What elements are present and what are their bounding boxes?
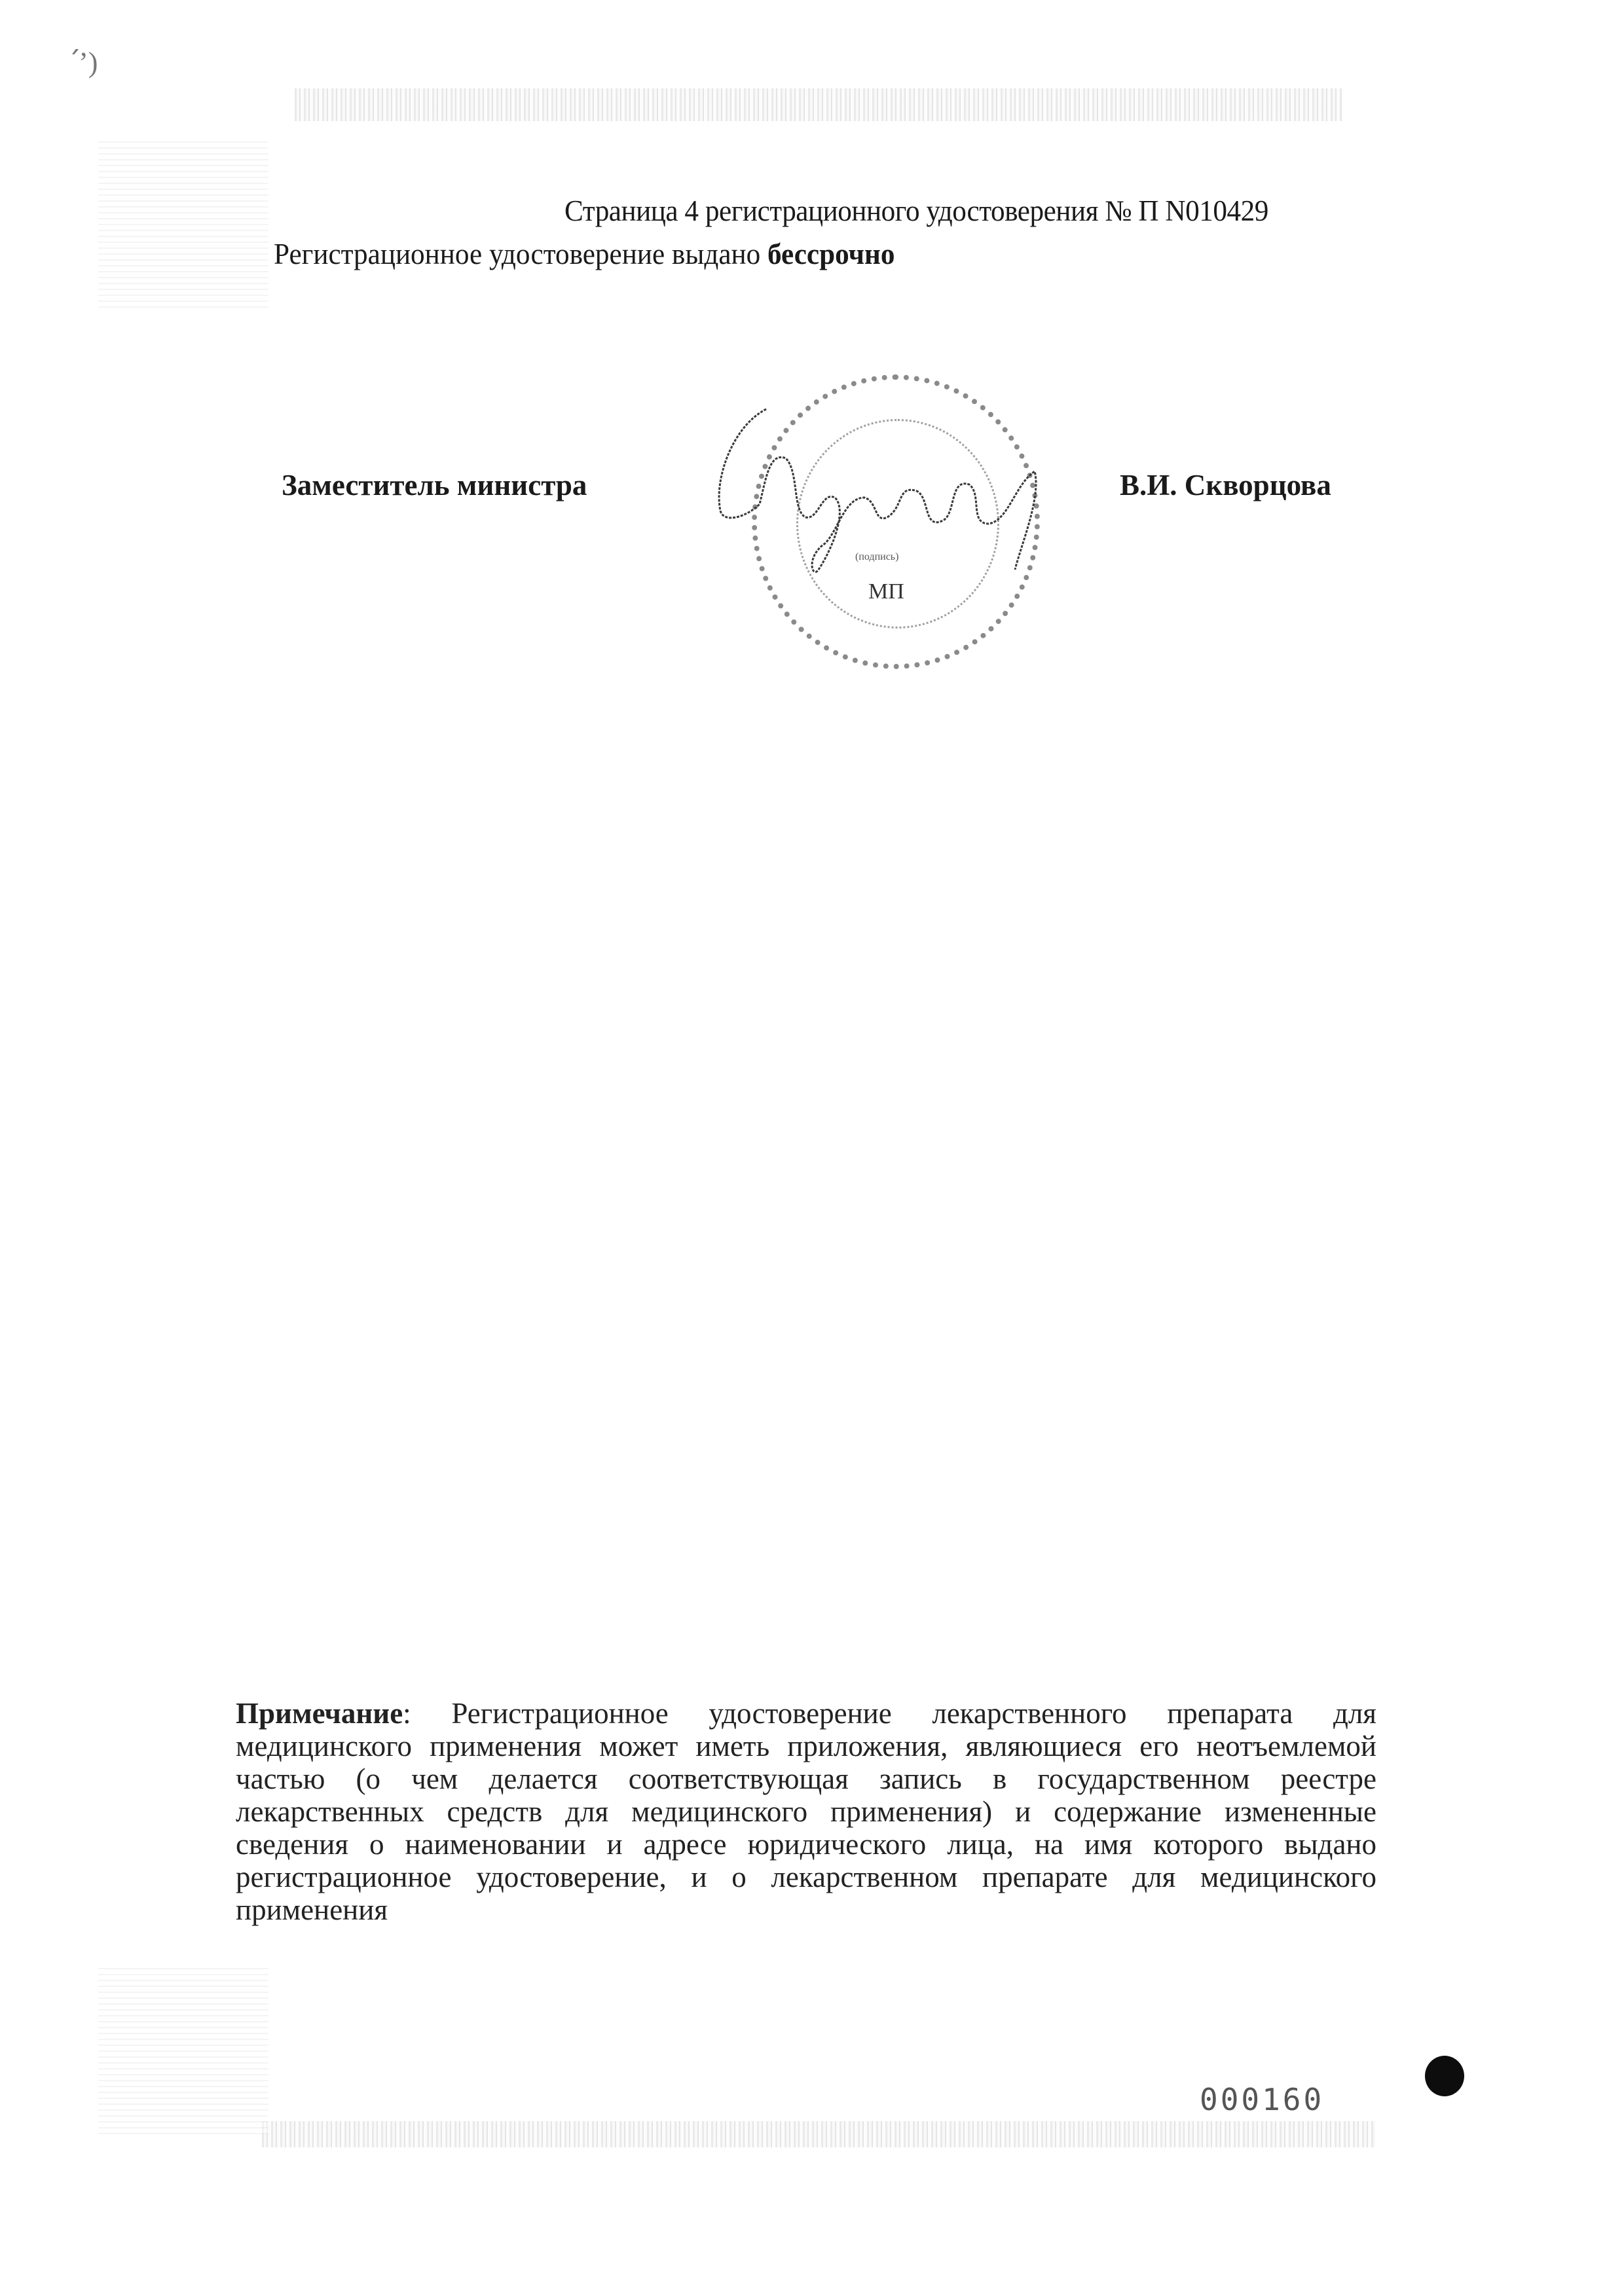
corner-mark: ՛ʼ) (72, 46, 98, 79)
validity-value: бессрочно (767, 238, 895, 270)
scan-noise-top (295, 88, 1342, 121)
note-text: : Регистрационное удостоверение лекарственного препарата для медицинского применения может иметь приложения, являющиеся его неотъемлемой частью (о чем делается соответствующая запись в государственном реестре лекарственных средств для медицинского применения) и содержание измененные сведения о наименовании и адресе юридического лица, на имя которого выдано регистрационное удостоверение, и о лекарственном препарате для медицинского применения (236, 1697, 1376, 1926)
punch-hole-mark (1425, 2056, 1464, 2096)
scan-noise-bottom (262, 2121, 1375, 2147)
scan-speckle-left-bottom (98, 1964, 268, 2134)
note-paragraph (236, 1697, 1376, 1926)
handwritten-signature (707, 399, 1074, 596)
stamp-label: МП (868, 579, 904, 604)
signer-title: Заместитель министра (282, 469, 587, 501)
validity-statement (274, 237, 895, 271)
document-number: 000160 (1200, 2082, 1325, 2117)
validity-prefix: Регистрационное удостоверение выдано (274, 238, 761, 270)
note-label: Примечание (236, 1697, 403, 1730)
scan-speckle-left-top (98, 137, 268, 308)
page-header: Страница 4 регистрационного удостоверения № П N010429 (564, 194, 1268, 227)
stamp-caption: (подпись) (855, 551, 899, 562)
signer-name: В.И. Скворцова (1120, 469, 1331, 501)
